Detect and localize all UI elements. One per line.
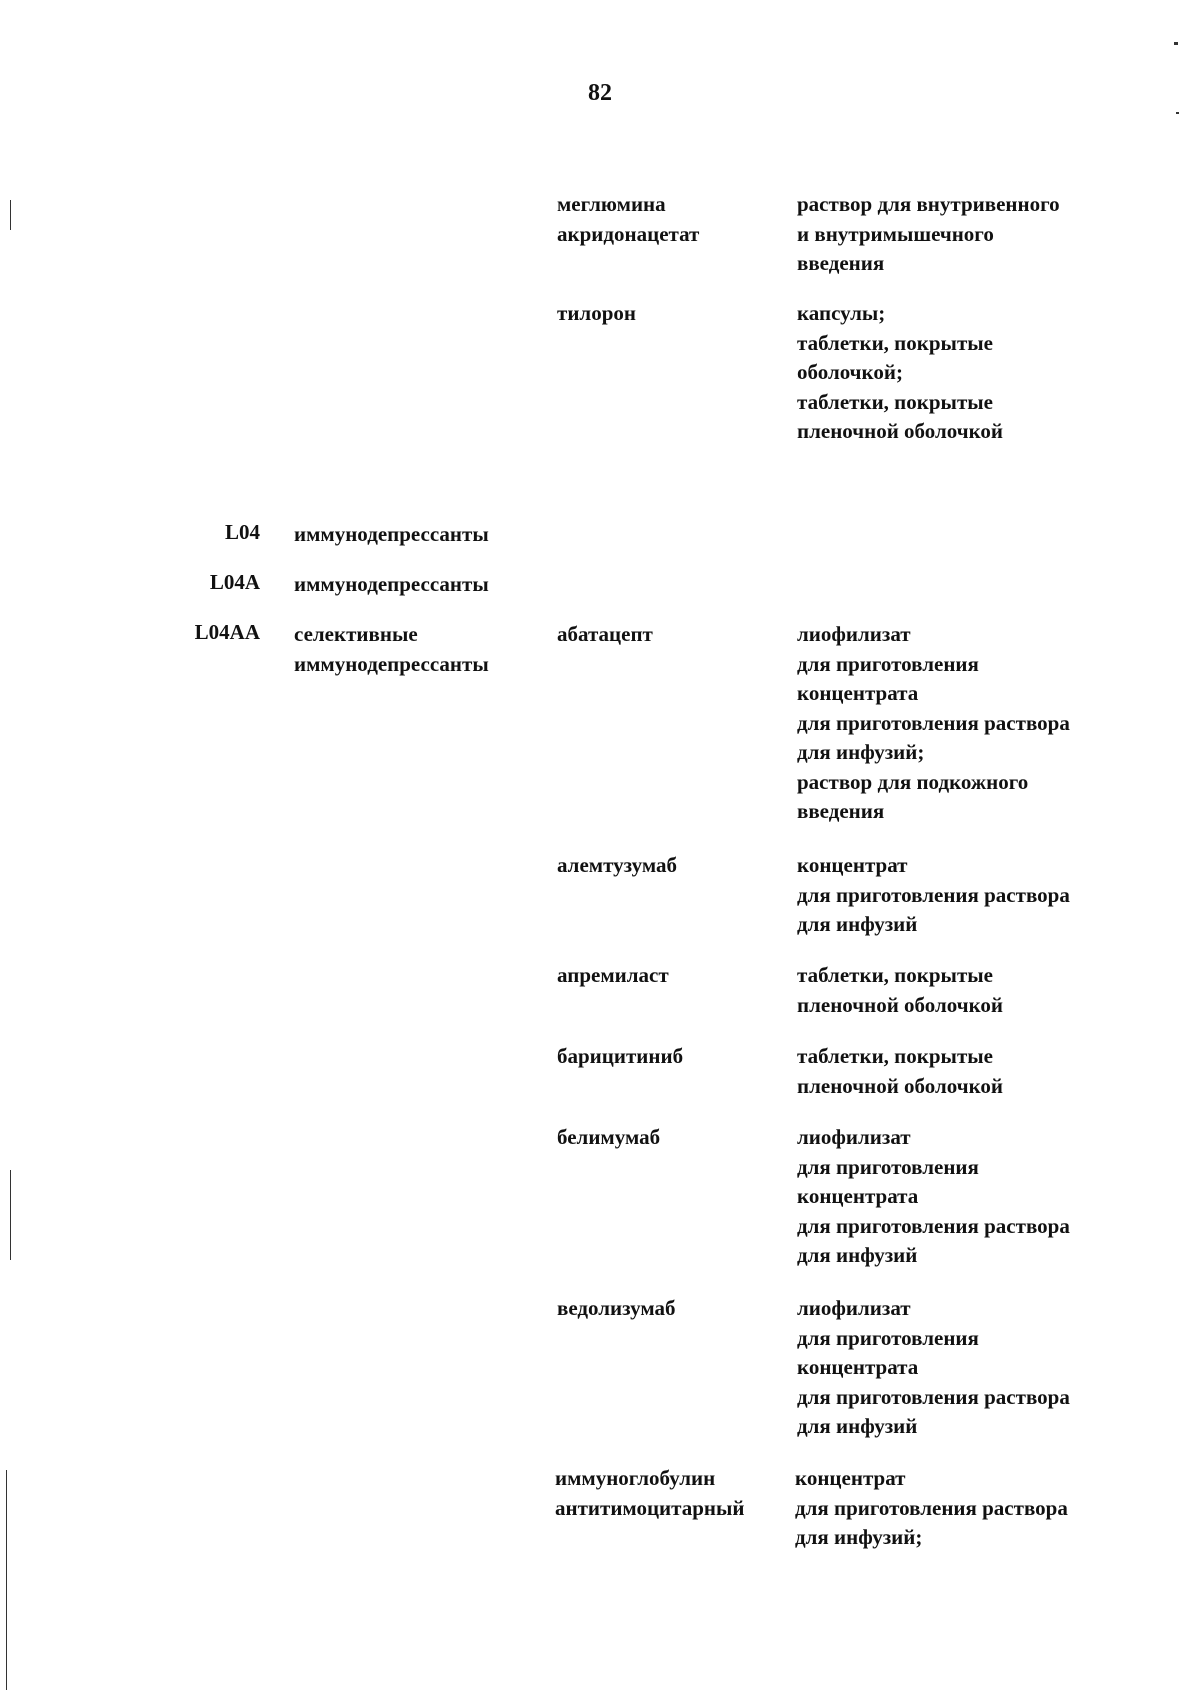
- scan-artifact: [1174, 42, 1178, 45]
- scan-artifact: [10, 1170, 11, 1260]
- atc-group-name: селективные иммунодепрессанты: [294, 622, 489, 676]
- dosage-form: таблетки, покрытые пленочной оболочкой: [797, 963, 1004, 1017]
- drug-name: барицитиниб: [557, 1044, 684, 1068]
- atc-code: L04AA: [194, 620, 260, 644]
- dosage-form: концентрат для приготовления раствора для инфузий;: [795, 1466, 1068, 1549]
- drug-name: апремиласт: [557, 963, 669, 987]
- dosage-form: лиофилизат для приготовления концентрата для приготовления раствора для инфузий; раствор для подкожного введения: [797, 622, 1070, 823]
- atc-group-name: иммунодепрессанты: [294, 572, 489, 596]
- drug-name: меглюмина акридонацетат: [557, 192, 700, 246]
- dosage-form: лиофилизат для приготовления концентрата для приготовления раствора для инфузий: [797, 1125, 1070, 1267]
- drug-name: тилорон: [557, 301, 636, 325]
- dosage-form: концентрат для приготовления раствора для инфузий: [797, 853, 1070, 936]
- scan-artifact: [1176, 112, 1179, 114]
- dosage-form: раствор для внутривенного и внутримышечного введения: [797, 192, 1060, 275]
- dosage-form: таблетки, покрытые пленочной оболочкой: [797, 1044, 1004, 1098]
- atc-group-name: иммунодепрессанты: [294, 522, 489, 546]
- drug-name: иммуноглобулин антитимоцитарный: [555, 1466, 745, 1520]
- drug-name: алемтузумаб: [557, 853, 678, 877]
- scan-artifact: [10, 200, 11, 230]
- drug-name: абатацепт: [557, 622, 653, 646]
- scan-artifact: [6, 1470, 7, 1690]
- dosage-form: лиофилизат для приготовления концентрата для приготовления раствора для инфузий: [797, 1296, 1070, 1438]
- drug-name: ведолизумаб: [557, 1296, 676, 1320]
- page-number: 82: [588, 80, 612, 106]
- atc-code: L04: [224, 520, 260, 544]
- atc-code: L04A: [209, 570, 260, 594]
- dosage-form: капсулы; таблетки, покрытые оболочкой; таблетки, покрытые пленочной оболочкой: [797, 301, 1004, 443]
- drug-name: белимумаб: [557, 1125, 661, 1149]
